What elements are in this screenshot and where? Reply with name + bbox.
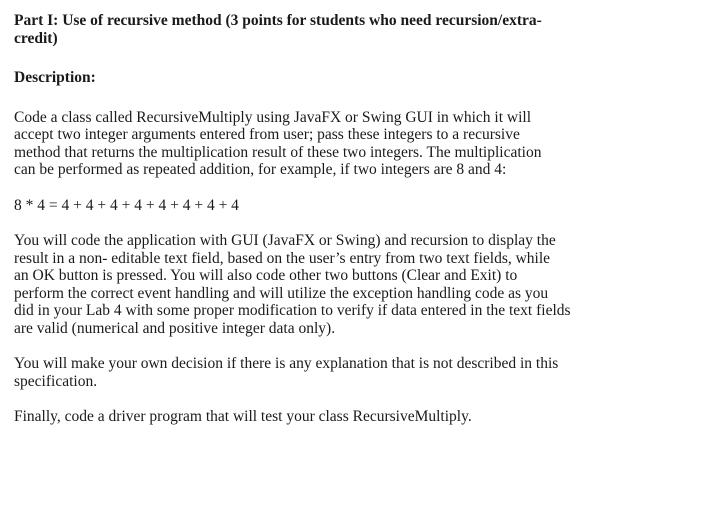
paragraph-line: specification. [14,372,98,390]
paragraph-driver [14,408,664,426]
paragraph-line: method that returns the multiplication result of these two integers. The multiplication [14,143,542,161]
paragraph-line: did in your Lab 4 with some proper modification to verify if data entered in the text fields [14,302,571,319]
heading [14,12,664,47]
description-label: Description: [14,69,96,86]
heading-line: Part I: Use of recursive method (3 points for students who need recursion/extra- [14,12,542,29]
heading-line: credit) [14,29,58,47]
paragraph-line: You will code the application with GUI (JavaFX or Swing) and recursion to display the [14,232,556,249]
multiplication-example: 8 * 4 = 4 + 4 + 4 + 4 + 4 + 4 + 4 + 4 [14,196,239,214]
paragraph-line: Finally, code a driver program that will test your class RecursiveMultiply. [14,408,472,425]
paragraph-line: accept two integer arguments entered from user; pass these integers to a recursive [14,126,520,143]
paragraph-own-decision [14,355,664,390]
paragraph-line: are valid (numerical and positive integer data only). [14,319,336,337]
paragraph-line: an OK button is pressed. You will also code other two buttons (Clear and Exit) to [14,267,518,284]
paragraph-line: perform the correct event handling and will utilize the exception handling code as you [14,284,549,302]
paragraph-gui-requirements [14,232,664,337]
paragraph-intro [14,109,664,179]
document [14,12,664,426]
paragraph-line: result in a non- editable text field, based on the user’s entry from two text fields, while [14,249,551,267]
paragraph-line: You will make your own decision if there is any explanation that is not described in this [14,355,559,372]
paragraph-line: Code a class called RecursiveMultiply using JavaFX or Swing GUI in which it will [14,108,532,126]
paragraph-line: can be performed as repeated addition, for example, if two integers are 8 and 4: [14,161,507,178]
